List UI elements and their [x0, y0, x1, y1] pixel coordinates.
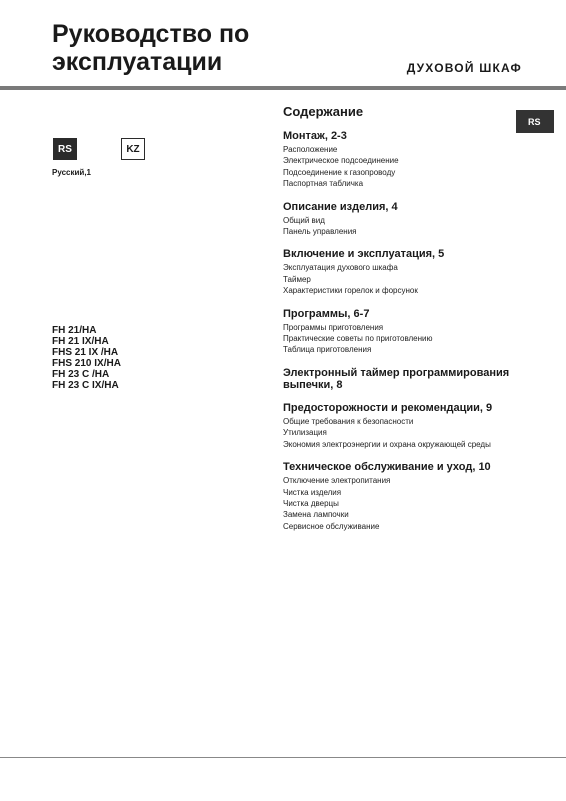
- model-item: FH 23 C /HA: [52, 369, 110, 380]
- toc-item: Замена лампочки: [283, 510, 349, 520]
- product-type: ДУХОВОЙ ШКАФ: [406, 61, 522, 75]
- toc-item: Паспортная табличка: [283, 179, 364, 189]
- document-title: [52, 20, 249, 76]
- toc-item: Отключение электропитания: [283, 476, 391, 486]
- model-item: FH 21 IX/HA: [52, 336, 109, 347]
- toc-item: Эксплуатация духового шкафа: [283, 263, 398, 273]
- toc-item: Электрическое подсоединение: [283, 156, 399, 166]
- table-of-contents: [283, 104, 545, 543]
- toc-item: Чистка дверцы: [283, 498, 339, 508]
- toc-item: Таймер: [283, 274, 311, 284]
- toc-item: Расположение: [283, 145, 338, 154]
- language-badge-kz: KZ: [121, 138, 145, 160]
- toc-item: Практические советы по приготовлению: [283, 334, 433, 344]
- toc-section-programs: [283, 308, 545, 356]
- document-title-line1: Руководство по: [52, 20, 250, 48]
- toc-section-description: [283, 201, 545, 238]
- toc-item: Сервисное обслуживание: [283, 521, 380, 531]
- toc-title: Содержание: [283, 104, 364, 119]
- toc-item: Программы приготовления: [283, 322, 384, 332]
- toc-section-operation: [283, 248, 545, 296]
- toc-item: Характеристики горелок и форсунок: [283, 286, 418, 296]
- language-page-note: Русский,1: [52, 168, 91, 177]
- toc-item: Общие требования к безопасности: [283, 416, 414, 426]
- toc-section-timer: [283, 367, 545, 391]
- toc-section-precautions: [283, 402, 545, 450]
- footer-divider: [0, 757, 566, 758]
- toc-heading: Монтаж, 2-3: [283, 130, 347, 142]
- toc-item: Общий вид: [283, 215, 325, 225]
- toc-section-maintenance: [283, 461, 545, 532]
- toc-heading: Предосторожности и рекомендации, 9: [283, 401, 493, 414]
- model-item: FHS 210 IX/HA: [52, 358, 121, 369]
- model-list: [52, 325, 121, 391]
- language-badge-rs: RS: [53, 138, 77, 160]
- toc-heading: Техническое обслуживание и уход, 10: [283, 461, 491, 474]
- toc-item: Утилизация: [283, 428, 327, 438]
- document-title-line2: эксплуатации: [52, 48, 223, 76]
- toc-heading: Описание изделия, 4: [283, 200, 398, 213]
- toc-item: Таблица приготовления: [283, 345, 372, 355]
- toc-item: Подсоединение к газопроводу: [283, 167, 396, 177]
- model-item: FH 23 C IX/HA: [52, 380, 119, 391]
- toc-item: Экономия электроэнергии и охрана окружающей среды: [283, 439, 491, 449]
- toc-heading: Включение и эксплуатация, 5: [283, 248, 445, 261]
- toc-heading: Программы, 6-7: [283, 307, 370, 320]
- toc-section-installation: [283, 130, 545, 190]
- toc-item: Чистка изделия: [283, 487, 342, 497]
- model-item: FHS 21 IX /HA: [52, 347, 119, 358]
- header-divider: [0, 86, 566, 90]
- toc-item: Панель управления: [283, 227, 357, 237]
- toc-heading: Электронный таймер программирования выпечки, 8: [283, 366, 510, 391]
- language-side-tab: RS: [516, 110, 554, 133]
- model-item: FH 21/HA: [52, 325, 97, 336]
